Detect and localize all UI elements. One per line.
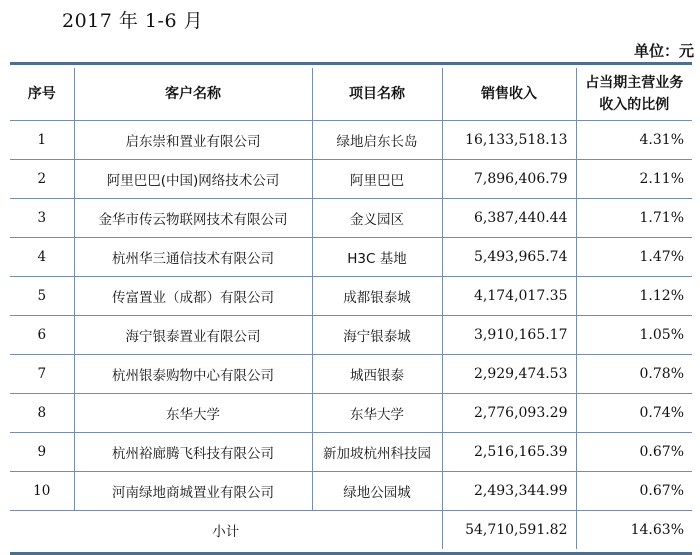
cell-project: 城西银泰 (312, 355, 442, 394)
cell-no: 4 (10, 238, 74, 277)
cell-ratio: 2.11% (576, 160, 692, 199)
cell-project: 绿地启东长岛 (312, 121, 442, 160)
cell-ratio: 1.12% (576, 277, 692, 316)
cell-ratio: 1.47% (576, 238, 692, 277)
table-row (10, 238, 692, 277)
cell-project: 金义园区 (312, 199, 442, 238)
table-row (10, 355, 692, 394)
cell-ratio: 1.71% (576, 199, 692, 238)
cell-revenue: 2,493,344.99 (442, 472, 576, 511)
cell-revenue: 16,133,518.13 (442, 121, 576, 160)
header-ratio (576, 68, 692, 121)
cell-project: H3C 基地 (312, 238, 442, 277)
cell-customer: 启东崇和置业有限公司 (74, 121, 312, 160)
cell-revenue: 3,910,165.17 (442, 316, 576, 355)
cell-customer: 金华市传云物联网技术有限公司 (74, 199, 312, 238)
customer-revenue-table-frame (10, 62, 692, 555)
cell-revenue: 5,493,965.74 (442, 238, 576, 277)
cell-customer: 河南绿地商城置业有限公司 (74, 472, 312, 511)
cell-project: 新加坡杭州科技园 (312, 433, 442, 472)
table-row (10, 160, 692, 199)
subtotal-label: 小计 (10, 511, 442, 550)
cell-project: 东华大学 (312, 394, 442, 433)
cell-no: 6 (10, 316, 74, 355)
subtotal-ratio: 14.63% (576, 511, 692, 550)
table-row (10, 121, 692, 160)
table-row (10, 472, 692, 511)
header-revenue: 销售收入 (442, 68, 576, 121)
cell-revenue: 2,929,474.53 (442, 355, 576, 394)
cell-no: 5 (10, 277, 74, 316)
cell-ratio: 0.67% (576, 472, 692, 511)
cell-ratio: 0.74% (576, 394, 692, 433)
header-no: 序号 (10, 68, 74, 121)
cell-project: 绿地公园城 (312, 472, 442, 511)
cell-revenue: 2,516,165.39 (442, 433, 576, 472)
header-project: 项目名称 (312, 68, 442, 121)
cell-revenue: 4,174,017.35 (442, 277, 576, 316)
header-ratio-line2: 收入的比例 (599, 97, 670, 113)
cell-customer: 东华大学 (74, 394, 312, 433)
table-row (10, 433, 692, 472)
period-title: 2017 年 1-6 月 (62, 10, 204, 32)
subtotal-row (10, 511, 692, 550)
cell-project: 海宁银泰城 (312, 316, 442, 355)
cell-project: 成都银泰城 (312, 277, 442, 316)
cell-ratio: 1.05% (576, 316, 692, 355)
cell-no: 8 (10, 394, 74, 433)
cell-no: 1 (10, 121, 74, 160)
table-row (10, 277, 692, 316)
cell-customer: 阿里巴巴(中国)网络技术公司 (74, 160, 312, 199)
cell-project: 阿里巴巴 (312, 160, 442, 199)
cell-revenue: 2,776,093.29 (442, 394, 576, 433)
table-row (10, 199, 692, 238)
header-customer: 客户名称 (74, 68, 312, 121)
cell-revenue: 6,387,440.44 (442, 199, 576, 238)
table-row (10, 316, 692, 355)
cell-no: 7 (10, 355, 74, 394)
subtotal-revenue: 54,710,591.82 (442, 511, 576, 550)
cell-customer: 杭州华三通信技术有限公司 (74, 238, 312, 277)
table-row (10, 394, 692, 433)
cell-no: 9 (10, 433, 74, 472)
cell-ratio: 4.31% (576, 121, 692, 160)
customer-revenue-table (10, 68, 692, 549)
cell-customer: 传富置业（成都）有限公司 (74, 277, 312, 316)
cell-no: 10 (10, 472, 74, 511)
cell-no: 2 (10, 160, 74, 199)
cell-ratio: 0.78% (576, 355, 692, 394)
cell-no: 3 (10, 199, 74, 238)
cell-customer: 海宁银泰置业有限公司 (74, 316, 312, 355)
table-header-row (10, 68, 692, 121)
cell-revenue: 7,896,406.79 (442, 160, 576, 199)
unit-label: 单位：元 (633, 42, 694, 60)
cell-customer: 杭州银泰购物中心有限公司 (74, 355, 312, 394)
header-ratio-line1: 占当期主营业务 (585, 75, 684, 91)
table-body (10, 121, 692, 550)
cell-customer: 杭州裕廊腾飞科技有限公司 (74, 433, 312, 472)
cell-ratio: 0.67% (576, 433, 692, 472)
